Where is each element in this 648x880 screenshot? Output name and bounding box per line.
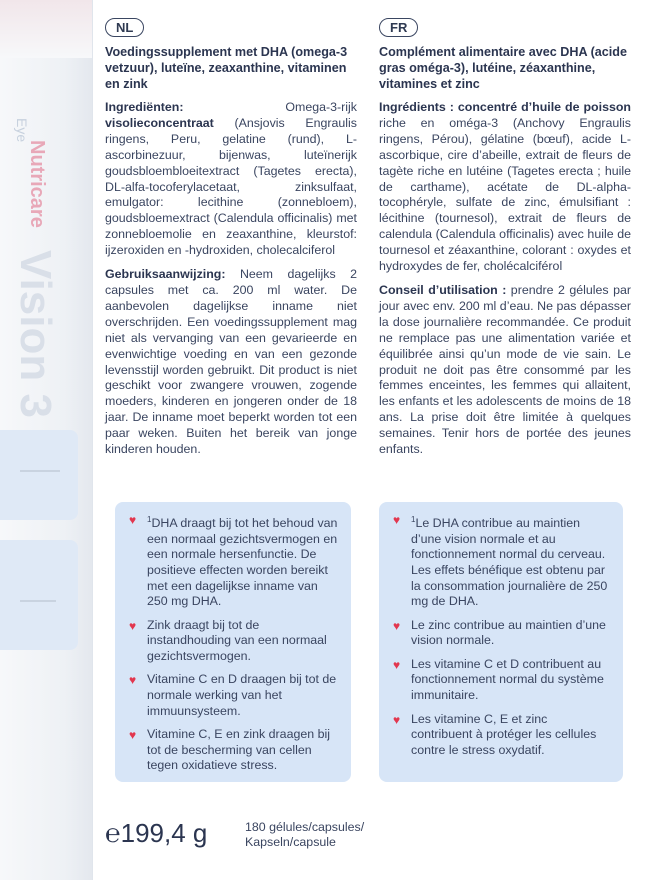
usage-text: prendre 2 gélules par jour avec env. 200 ml d’eau. Ne pas dépasser la dose journalière recommandée. Ce produit ne remplace pas une alimentation variée et équilibrée ainsi qu’un mode de vie sain. Le produit ne doit pas être consommé par les femmes enceintes, les femmes qui allaitent, les enfants et les adolescents de moins de 18 ans. La prise doit être limitée à quelques semaines. Tenir hors de portée des jeunes enfants. — [379, 282, 631, 457]
ingredients-fr — [379, 100, 631, 275]
ingredients-bold: concentré d’huile de poisson — [453, 100, 631, 114]
heart-icon: ♥ — [393, 712, 401, 727]
claim-item — [129, 512, 339, 610]
heart-icon: ♥ — [129, 618, 137, 633]
label-panel — [92, 0, 648, 880]
side-subtitle: Eye — [14, 118, 30, 143]
column-nl — [105, 18, 357, 466]
side-info-block — [0, 430, 78, 520]
claim-text: Le DHA contribue au maintien d’une vision normale et au fonctionnement normal du cerveau. Les effets bénéfique est obtenu par la consommation journalière de 250 mg de DHA. — [411, 516, 608, 609]
health-claims-nl — [115, 502, 351, 782]
heart-icon: ♥ — [393, 657, 401, 672]
usage-label: Gebruiksaanwijzing: — [105, 267, 226, 282]
footnote-marker: 1 — [411, 515, 416, 524]
usage-fr — [379, 283, 631, 458]
claim-item — [129, 618, 339, 665]
heart-icon: ♥ — [129, 728, 137, 743]
usage-label: Conseil d’utilisation : — [379, 282, 507, 297]
heart-icon: ♥ — [129, 513, 137, 527]
box-side-panel — [0, 0, 92, 880]
ingredients-nl — [105, 100, 357, 259]
language-badge-nl: NL — [105, 18, 144, 37]
heart-icon: ♥ — [393, 618, 401, 633]
net-weight: ℮199,4 g — [105, 818, 208, 848]
ingredients-label: Ingrédients : — [379, 100, 454, 114]
footnote-marker: 1 — [147, 515, 152, 524]
ingredients-label: Ingrediënten: — [105, 100, 184, 114]
usage-text: Neem dagelijks 2 capsules met ca. 200 ml water. De aanbevolen dagelijkse inname niet overschrijden. Een voedingssupplement mag niet als vervanging van een gevarieerde en evenwichtige voeding en van een gezonde levensstijl worden gebruikt. Dit product is niet geschikt voor zwangere vrouwen, zogende moeders, kinderen en jongeren onder de 18 jaar. De inname moet beperkt worden tot een paar weken. Buiten het bereik van jonge kinderen houden. — [105, 267, 357, 457]
side-product-name: Vision 3 — [11, 250, 60, 418]
side-divider — [20, 470, 60, 472]
claim-text: Vitamine C en D draagen bij tot de normale werking van het immuunsysteem. — [147, 672, 337, 718]
claim-item — [129, 672, 339, 719]
claim-item — [393, 712, 611, 759]
language-badge-fr: FR — [379, 18, 418, 37]
usage-nl — [105, 267, 357, 458]
claim-text: Zink draagt bij tot de instandhouding van een normaal gezichtsvermogen. — [147, 617, 327, 663]
health-claims-fr — [379, 502, 623, 782]
claim-text: Le zinc contribue au maintien d’une vision normale. — [411, 617, 606, 648]
side-divider — [20, 600, 56, 602]
net-contents — [105, 818, 465, 858]
side-brand-logo: Nutricare — [26, 140, 48, 228]
ingredients-pre: Omega-3-rijk — [183, 100, 357, 114]
claim-text: Les vitamine C et D contribuent au fonctionnement normal du système immunitaire. — [411, 656, 604, 703]
side-top-accent — [0, 0, 92, 58]
product-title-fr: Complément alimentaire avec DHA (acide gras oméga-3), lutéine, zéaxanthine, vitamines et zinc — [379, 45, 627, 91]
heart-icon: ♥ — [129, 673, 137, 688]
claim-text: DHA draagt bij tot het behoud van een normaal gezichtsvermogen en een normale hersenfunctie. De positieve effecten worden bereikt met een dagelijkse inname van 250 mg DHA. — [147, 516, 338, 609]
ingredients-bold: visolieconcentraat — [105, 115, 214, 130]
heart-icon: ♥ — [393, 513, 401, 527]
claim-item — [129, 727, 339, 774]
ingredients-text: (Ansjovis Engraulis ringens, Peru, gelatine (rund), L-ascorbinezuur, bijenwas, luteïnerijk goudsbloembloeitextract (Tagetes erecta), DL-alfa-tocoferylacetaat, zinksulfaat, emulgator: lecithine (zonnebloem), goudsbloemextract (Calendula officinalis) met zonnebloemolie en zeaxanthine, kleurstof: ijzeroxiden en -hydroxiden, cholecalciferol — [105, 115, 357, 258]
claim-item — [393, 618, 611, 649]
claim-item — [393, 657, 611, 704]
capsule-count: 180 gélules/capsules/ Kapseln/capsule — [245, 820, 365, 849]
column-fr — [379, 18, 631, 466]
claim-text: Vitamine C, E en zink draagen bij tot de bescherming van cellen tegen oxidatieve stress. — [147, 727, 330, 773]
ingredients-text: riche en oméga-3 (Anchovy Engraulis ringens, Pérou), gélatine (bœuf), acide L-ascorbique, cire d’abeille, extrait de fleurs de tagète riche en lutéine (Tagetes erecta ; huile de carthame), acétate de DL-alpha-tocophéryle, sulfate de zinc, émulsifiant : lécithine (tournesol), extrait de fleurs de calendula (Calendula officinalis) avec huile de tournesol et zéaxanthine, colorant : oxydes et hydroxydes de fer, cholécalciférol — [379, 115, 631, 274]
product-title-nl: Voedingssupplement met DHA (omega-3 vetzuur), luteïne, zeaxanthine, vitaminen en zink — [105, 45, 348, 91]
claim-item — [393, 512, 611, 610]
side-info-block — [0, 540, 78, 650]
claim-text: Les vitamine C, E et zinc contribuent à protéger les cellules contre le stress oxydatif. — [411, 711, 597, 757]
